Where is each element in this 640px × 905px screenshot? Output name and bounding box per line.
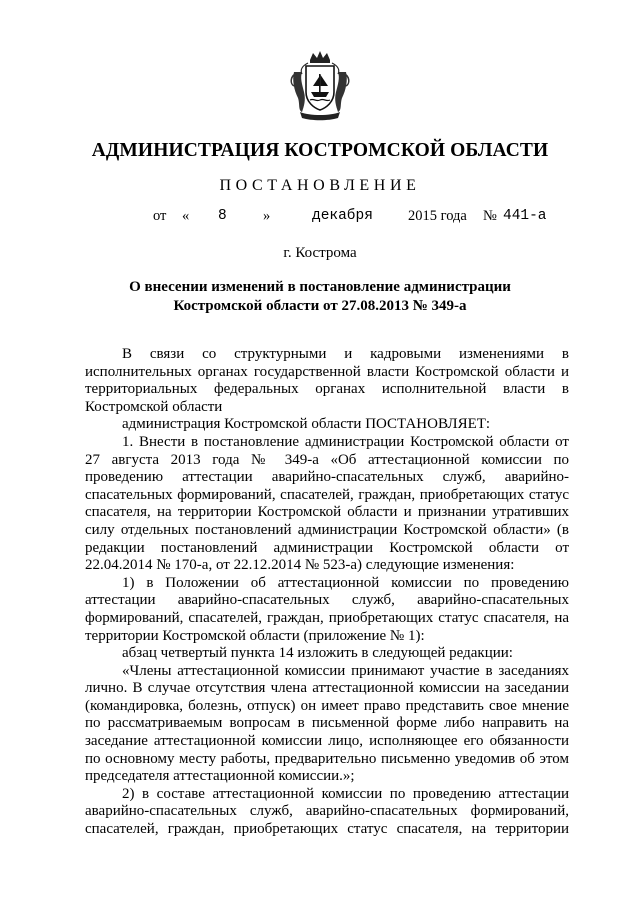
document-type: ПОСТАНОВЛЕНИЕ bbox=[219, 177, 421, 194]
date-year: 2015 года bbox=[408, 208, 467, 224]
body-line: по рассматриваемым вопросам в письменной форме либо направить на bbox=[85, 715, 569, 732]
body-line: проведению аттестации аварийно-спасательных служб, аварийно- bbox=[85, 469, 569, 486]
date-prefix: от bbox=[153, 208, 167, 224]
title-line: О внесении изменений в постановление администрации bbox=[129, 279, 511, 295]
document-title bbox=[110, 278, 530, 316]
date-day: 8 bbox=[218, 208, 227, 224]
body-line: Костромской области bbox=[85, 398, 223, 415]
body-line: спасателя, на территории Костромской области и признании утративших bbox=[85, 504, 569, 521]
body-line: 1. Внести в постановление администрации Костромской области от bbox=[122, 433, 569, 450]
document-number: 441-а bbox=[503, 208, 547, 224]
body-line: абзац четвертый пункта 14 изложить в следующей редакции: bbox=[122, 645, 513, 662]
body-line: 27 августа 2013 года № 349-а «Об аттестационной комиссии по bbox=[85, 451, 569, 468]
number-sign: № bbox=[483, 208, 497, 224]
body-line: лично. В случае отсутствия члена аттестационной комиссии на заседании bbox=[85, 680, 569, 697]
body-line: аварийно-спасательных служб, аварийно-спасательных формирований, bbox=[85, 803, 569, 820]
body-line: спасателей, граждан, приобретающих статус спасателя, на территории bbox=[85, 821, 569, 838]
body-line: формирований, спасателей, граждан, приобретающих статус спасателя, на bbox=[85, 609, 569, 626]
body-line: (командировка, болезнь, отпуск) он имеет право представить свое мнение bbox=[85, 697, 569, 714]
body-line: «Члены аттестационной комиссии принимают участие в заседаниях bbox=[122, 662, 569, 679]
body-line: редакции постановлений администрации Костромской области от bbox=[85, 539, 569, 556]
body-line: председателя аттестационной комиссии.»; bbox=[85, 768, 355, 785]
body-line: заседание аттестационной комиссии лицо, исполняющее его обязанности bbox=[85, 733, 569, 750]
body-line: администрация Костромской области ПОСТАНОВЛЯЕТ: bbox=[122, 416, 491, 433]
body-line: исполнительных органах государственной власти Костромской области и bbox=[85, 363, 569, 380]
document-body bbox=[85, 346, 569, 839]
date-open-quote: « bbox=[182, 208, 190, 224]
body-line: спасательных формирований, спасателей, граждан, приобретающих статус bbox=[85, 486, 569, 503]
body-line: В связи со структурными и кадровыми изменениями в bbox=[122, 346, 569, 362]
body-line: по основному месту работы, предварительно письменно уведомив об этом bbox=[85, 750, 569, 767]
body-line: 22.04.2014 № 170-а, от 22.12.2014 № 523-а) следующие изменения: bbox=[85, 557, 515, 574]
body-line: 1) в Положении об аттестационной комиссии по проведению bbox=[122, 574, 569, 591]
coat-of-arms-emblem bbox=[288, 50, 352, 122]
body-line: аттестации аварийно-спасательных служб, аварийно-спасательных bbox=[85, 592, 569, 609]
body-line: территориальных федеральных органах исполнительной власти в bbox=[85, 381, 569, 398]
body-line: силу отдельных постановлений администрации Костромской области» (в bbox=[85, 521, 569, 538]
city: г. Кострома bbox=[283, 245, 357, 261]
organization-name: АДМИНИСТРАЦИЯ КОСТРОМСКОЙ ОБЛАСТИ bbox=[91, 140, 549, 161]
title-line: Костромской области от 27.08.2013 № 349-а bbox=[173, 298, 467, 314]
date-month: декабря bbox=[312, 208, 373, 224]
body-line: 2) в составе аттестационной комиссии по проведению аттестации bbox=[122, 785, 569, 802]
date-close-quote: » bbox=[263, 208, 271, 224]
body-line: территории Костромской области (приложение № 1): bbox=[85, 627, 425, 644]
